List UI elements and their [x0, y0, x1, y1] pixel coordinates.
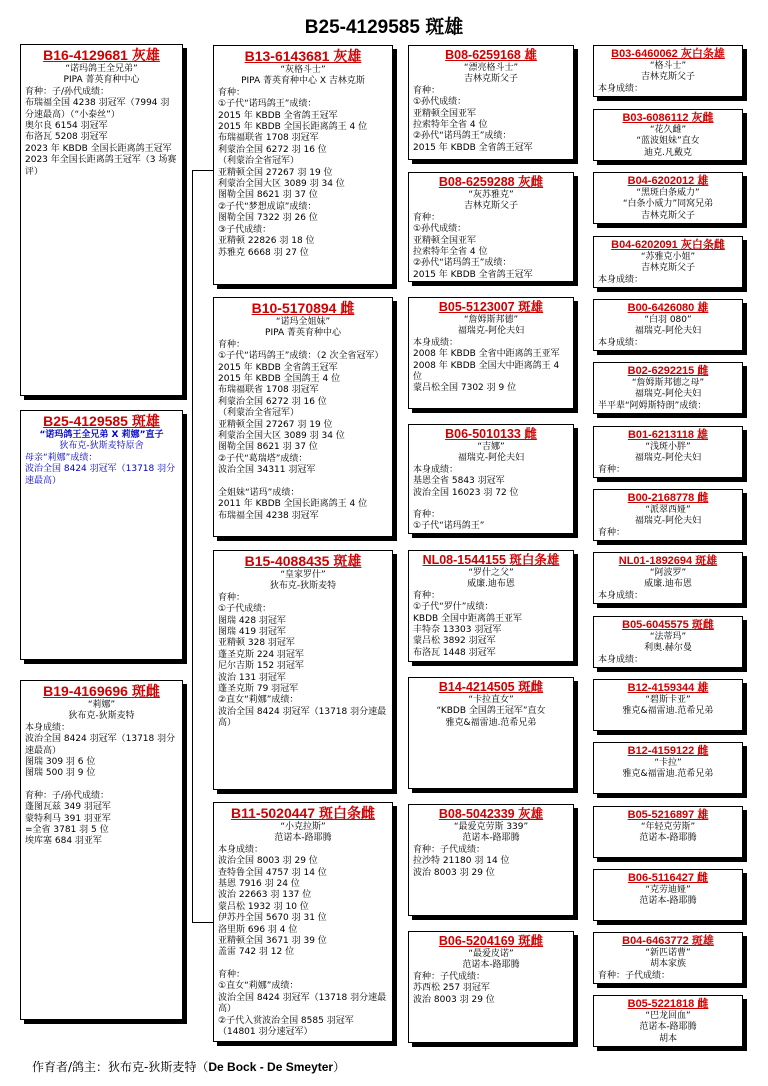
- pedigree-box-mother[interactable]: [20, 680, 183, 1020]
- pigeon-breeder: 雅克&福雷迪.范希兄弟: [622, 769, 714, 780]
- pigeon-name: “罗什之父”: [468, 568, 514, 578]
- pigeon-name: “莉娜”: [87, 700, 116, 710]
- pigeon-info: 2023 年 KBDB 全国长距离鸽王冠军: [25, 143, 172, 154]
- pigeon-info: 拉沙特 21180 羽 14 位: [413, 856, 510, 867]
- pigeon-breeder: 福瑞克-阿伦夫妇: [634, 453, 702, 464]
- pigeon-name: “灰苏雅克”: [468, 190, 514, 200]
- pigeon-breeder: 福瑞克-阿伦夫妇: [634, 326, 702, 337]
- pedigree-box-ff[interactable]: [213, 45, 393, 285]
- pigeon-info: 波治全国 8003 羽 29 位: [218, 856, 318, 867]
- pigeon-info: 2023 年全国长距离鸽王冠军（3 场赛评）: [25, 155, 177, 177]
- pigeon-id: B12-4159344 雄: [627, 682, 709, 694]
- pigeon-info: KBDB 全国中距离鸽王亚军: [413, 613, 523, 624]
- pigeon-info: 本身成绩：: [598, 590, 644, 601]
- spacer: [25, 780, 178, 791]
- pigeon-info: 图勒全国 8621 羽 37 位: [218, 190, 318, 201]
- pigeon-info: 蓬圣克斯 224 羽冠军: [218, 649, 304, 660]
- pigeon-id: B01-6213118 雄: [627, 429, 709, 441]
- pigeon-breeder: 范诺本-路耶腾: [639, 833, 697, 844]
- pigeon-info: 波治全国 8424 羽冠军（13718 羽分速最高）: [218, 706, 387, 729]
- pedigree-box-g4[interactable]: [593, 109, 743, 161]
- pigeon-info: 育种：: [218, 592, 246, 603]
- pigeon-breeder: 吉林克斯父子: [463, 74, 518, 85]
- pigeon-info: 丰特奈 13303 羽冠军: [413, 625, 502, 636]
- pigeon-info: 亚精顿全国 27267 羽 19 位: [218, 419, 333, 430]
- pigeon-info: 亚精顿全国亚军: [413, 235, 477, 246]
- pigeon-info: ①子代“诺玛鸽王”成绩：（2 次全省冠军）: [218, 351, 384, 362]
- pigeon-id: NL01-1892694 斑雄: [618, 555, 718, 567]
- pigeon-name: “阿波罗”: [649, 568, 687, 578]
- pigeon-breeder: “KBDB 全国鸽王冠军”直女: [436, 706, 546, 717]
- pigeon-info: 图瑞 419 羽冠军: [218, 627, 286, 638]
- pigeon-id: B03-6086112 灰雌: [622, 112, 714, 124]
- pigeon-info: 布瑞福联省 1708 羽冠军: [218, 133, 319, 144]
- pigeon-info: 育种：: [413, 510, 441, 521]
- pigeon-info: 育种：: [413, 590, 441, 601]
- pigeon-info: ①孙代成绩：: [413, 224, 467, 235]
- pigeon-breeder: 范诺本-路耶腾: [639, 1022, 697, 1033]
- pigeon-info: 伊苏丹全国 5670 羽 31 位: [218, 913, 327, 924]
- pigeon-id: B06-5116427 雌: [627, 872, 709, 884]
- pigeon-id: B00-6426080 雄: [627, 302, 709, 314]
- pigeon-info: ①子代成绩：: [218, 604, 272, 615]
- pigeon-name: “派翠西娅”: [645, 505, 691, 515]
- pigeon-info: ②直女“莉娜”成绩：: [218, 695, 299, 706]
- pigeon-info: （利蒙治全省冠军）: [218, 408, 300, 419]
- pigeon-id: B05-5123007 斑雄: [438, 300, 544, 314]
- pigeon-info: 波治全国 8424 羽冠军（13718 羽分速最高）: [25, 734, 176, 756]
- pigeon-info: 育种：: [218, 339, 246, 350]
- pigeon-info: ②孙代“诺玛鸽王”成绩：: [413, 258, 512, 269]
- spacer: [413, 499, 569, 510]
- pigeon-info: 本身成绩：: [598, 274, 644, 285]
- pedigree-box-g4[interactable]: [593, 869, 743, 921]
- pedigree-box-g4[interactable]: [593, 426, 743, 478]
- pigeon-info: 育种：: [218, 87, 246, 98]
- pigeon-id: B16-4129681 灰雄: [43, 47, 160, 63]
- pigeon-info: 育种：子/孙代成绩：: [25, 86, 110, 97]
- pigeon-info: 2008 年 KBDB 全国大中距离鸽王 4 位: [413, 360, 560, 383]
- pigeon-info: 图瑞 500 羽 9 位: [25, 768, 96, 779]
- pigeon-breeder: 吉林克斯父子: [640, 72, 695, 83]
- pigeon-info: 2015 年 KBDB 全国长距离鸽王 4 位: [218, 122, 368, 133]
- pigeon-name: “白羽 080”: [644, 315, 692, 325]
- pigeon-info: 迪克.凡戴克: [644, 147, 692, 158]
- pigeon-name: “黑斑白条威力”: [636, 188, 700, 198]
- pigeon-id: B04-6463772 斑雄: [622, 935, 714, 947]
- pigeon-info: 图瑞 309 羽 6 位: [25, 757, 96, 768]
- pigeon-info: 布洛瓦 5208 羽冠军: [25, 132, 108, 143]
- pigeon-info: 尼尔吉斯 152 羽冠军: [218, 661, 304, 672]
- pigeon-name: “格斗士”: [649, 61, 687, 71]
- pigeon-info: 育种：: [413, 212, 441, 223]
- pigeon-info: 育种：: [598, 527, 626, 538]
- pigeon-name: “苏雅克小姐”: [640, 252, 696, 262]
- pigeon-id: B14-4214505 斑雌: [438, 680, 544, 694]
- pigeon-breeder: 雅克&福雷迪.范希兄弟: [622, 706, 714, 717]
- pigeon-info: 育种：子代成绩：: [413, 971, 486, 982]
- pigeon-info: 奥尔良 6154 羽冠军: [25, 121, 108, 132]
- pigeon-info: 2015 年 KBDB 全省鸽王冠军: [413, 269, 533, 280]
- pigeon-breeder: 吉林克斯父子: [463, 201, 518, 212]
- pedigree-box-g4[interactable]: [593, 742, 743, 794]
- pigeon-info: 查特鲁全国 4757 羽 14 位: [218, 867, 327, 878]
- pigeon-id: B05-5216897 雄: [627, 809, 709, 821]
- pigeon-id: B02-6292215 雌: [627, 365, 709, 377]
- pigeon-breeder: 范诺本-路耶腾: [639, 896, 697, 907]
- pedigree-box-g4[interactable]: [593, 489, 743, 541]
- pigeon-info: 波治 22663 羽 137 位: [218, 890, 312, 901]
- pigeon-info: ②子代入赏波治全国 8585 羽冠军: [218, 1015, 354, 1026]
- pigeon-info: 波治全国 8424 羽冠军（13718 羽分速最高）: [25, 464, 176, 486]
- pigeon-info: 波治 131 羽冠军: [218, 672, 286, 683]
- pigeon-name: “诺玛鸽王全兄弟”: [65, 64, 138, 74]
- pigeon-info: 蒙吕松 1932 羽 10 位: [218, 901, 309, 912]
- pigeon-info: 全姐妹“诺玛”成绩：: [218, 487, 300, 498]
- pigeon-info: 本身成绩：: [413, 337, 459, 348]
- pigeon-breeder: 福瑞克-阿伦夫妇: [457, 326, 525, 337]
- pigeon-info: 蒙特利马 391 羽亚军: [25, 813, 111, 824]
- connector-line: [192, 170, 213, 171]
- pedigree-box-g4[interactable]: [593, 616, 743, 668]
- pigeon-info: 拉索特年全省 4 位: [413, 247, 488, 258]
- pigeon-info: ②子代“葛瑞塔”成绩：: [218, 453, 308, 464]
- pigeon-info: 波治全国 34311 羽冠军: [218, 465, 316, 476]
- pedigree-box-g4[interactable]: [593, 299, 743, 351]
- pigeon-id: B19-4169696 斑雌: [43, 683, 160, 699]
- pigeon-breeder: 威廉.迪布恩: [467, 579, 515, 590]
- pigeon-breeder: 狄布克-狄斯麦特: [68, 711, 135, 722]
- pigeon-info: 胡本: [658, 1033, 677, 1044]
- pedigree-box-father[interactable]: [20, 44, 183, 396]
- pigeon-name: “詹姆斯邦德”: [463, 315, 519, 325]
- pigeon-info: 育种：子代成绩：: [413, 844, 486, 855]
- pedigree-box-g4[interactable]: [593, 806, 743, 858]
- pigeon-info: 蓬图瓦兹 349 羽冠军: [25, 802, 111, 813]
- connector-line: [192, 170, 193, 922]
- pigeon-name: “卡拉直女”: [468, 695, 514, 705]
- pigeon-breeder: 福瑞克-阿伦夫妇: [634, 516, 702, 527]
- pigeon-info: 育种：子/孙代成绩：: [25, 790, 110, 801]
- pigeon-info: 利蒙治全国大区 3089 羽 34 位: [218, 179, 345, 190]
- pigeon-info: 本身成绩：: [598, 83, 644, 94]
- pigeon-id: B15-4088435 斑雄: [244, 553, 362, 569]
- pedigree-box-g4[interactable]: [593, 172, 743, 224]
- pigeon-breeder: 胡本家族: [649, 959, 686, 970]
- pigeon-info: 育种：: [218, 969, 246, 980]
- pigeon-id: B05-6045575 斑雌: [622, 619, 714, 631]
- pigeon-info: 利蒙治全国 6272 羽 16 位: [218, 396, 327, 407]
- pigeon-info: 育种：: [413, 85, 441, 96]
- pigeon-id: B08-5042339 灰雄: [438, 807, 544, 821]
- pigeon-name: “漂亮格斗士”: [463, 63, 519, 73]
- pigeon-info: 利蒙治全国大区 3089 羽 34 位: [218, 431, 345, 442]
- pigeon-info: 本身成绩：: [25, 722, 71, 733]
- pigeon-info: 本身成绩：: [598, 654, 644, 665]
- pigeon-name: “最爱克劳斯 339”: [453, 822, 529, 832]
- pigeon-info: 雅克&福雷迪.范希兄弟: [445, 717, 537, 728]
- pigeon-name: “皇家罗什”: [280, 570, 326, 580]
- pigeon-info: 波治全国 16023 羽 72 位: [413, 487, 519, 498]
- pigeon-info: 苏雅克 6668 羽 27 位: [218, 247, 309, 258]
- pigeon-info: （14801 羽分速冠军）: [218, 1026, 313, 1037]
- footer: [32, 1058, 345, 1075]
- pigeon-breeder: PIPA 菁英育种中心: [63, 75, 140, 86]
- footer-name: De Bock - De Smeyter: [208, 1060, 334, 1074]
- pigeon-info: ①子代“诺玛鸽王”: [413, 521, 485, 532]
- pedigree-box-g4[interactable]: [593, 995, 743, 1047]
- pigeon-info: 母亲“莉娜”成绩：: [25, 452, 98, 463]
- pigeon-id: B13-6143681 灰雄: [244, 48, 362, 64]
- pigeon-name: “詹姆斯邦德之母”: [631, 378, 705, 388]
- pigeon-breeder: 利奥.赫尔曼: [644, 643, 692, 654]
- pigeon-info: 蓬圣克斯 79 羽冠军: [218, 684, 299, 695]
- footer-suffix: ）: [333, 1060, 346, 1074]
- pigeon-info: 2011 年 KBDB 全国长距离鸽王 4 位: [218, 499, 368, 510]
- pedigree-box-g3[interactable]: [408, 297, 574, 409]
- pigeon-breeder: 狄布克-狄斯麦特: [269, 581, 337, 592]
- pigeon-info: 亚精顿 328 羽冠军: [218, 638, 295, 649]
- pigeon-id: B05-5221818 雌: [627, 998, 709, 1010]
- pigeon-info: ③子代成绩：: [218, 224, 272, 235]
- pigeon-id: B04-6202091 灰白条雌: [611, 239, 725, 251]
- pigeon-breeder: 范诺本-路耶腾: [462, 833, 520, 844]
- pigeon-breeder: “白条小威力”同窝兄弟: [622, 199, 714, 210]
- pigeon-info: ①子代“诺玛鸽王”成绩：: [218, 99, 317, 110]
- pigeon-info: =全省 3781 羽 5 位: [25, 825, 109, 836]
- pigeon-info: 2015 年 KBDB 全省鸽王冠军: [218, 110, 338, 121]
- pigeon-info: 波治全国 8424 羽冠军（13718 羽分速最高）: [218, 992, 387, 1015]
- pigeon-info: 本身成绩：: [413, 464, 459, 475]
- pigeon-breeder: 吉林克斯父子: [640, 263, 695, 274]
- pigeon-id: B03-6460062 灰白条雄: [611, 48, 725, 60]
- pedigree-box-mf[interactable]: [213, 550, 393, 790]
- pigeon-info: 拉索特年全省 4 位: [413, 120, 488, 131]
- pigeon-info: 布瑞福联省 1708 羽冠军: [218, 385, 319, 396]
- pigeon-info: ②子代“梦想成谅”成绩：: [218, 201, 317, 212]
- pigeon-info: 洛里斯 696 羽 4 位: [218, 924, 298, 935]
- pigeon-breeder: PIPA 菁英育种中心: [265, 328, 341, 339]
- pigeon-breeder: 范诺本-路耶腾: [274, 833, 332, 844]
- pedigree-box-fm[interactable]: [213, 297, 393, 537]
- pedigree-box-g3[interactable]: [408, 45, 574, 160]
- pigeon-name: “诺玛鸽王全兄弟 X 莉娜”直子: [39, 430, 164, 440]
- pigeon-id: B12-4159122 雌: [627, 745, 709, 757]
- pedigree-box-subject[interactable]: [20, 410, 183, 660]
- pigeon-name: “浅斑小胖”: [645, 442, 691, 452]
- pigeon-id: B06-5010133 雌: [445, 427, 537, 441]
- pigeon-id: B11-5020447 斑白条雌: [231, 805, 375, 821]
- pigeon-name: “诺玛全姐妹”: [275, 317, 331, 327]
- pigeon-info: 苏西松 257 羽冠军: [413, 983, 490, 994]
- pigeon-info: 布瑞福全国 4238 羽冠军（7994 羽分速最高）（“小泰丝”）: [25, 98, 170, 120]
- pigeon-info: 亚精顿全国亚军: [413, 108, 477, 119]
- pigeon-info: 基恩全省 5843 羽冠军: [413, 476, 505, 487]
- pigeon-name: “巴龙回血”: [645, 1011, 691, 1021]
- pedigree-box-g4[interactable]: [593, 679, 743, 731]
- pigeon-id: B08-6259288 灰雌: [438, 175, 544, 189]
- pigeon-breeder: 福瑞克-阿伦夫妇: [457, 453, 525, 464]
- pigeon-info: 半平辈“阿姆斯特朗”成绩：: [598, 400, 707, 411]
- pigeon-info: 2015 年 KBDB 全国鸽王 4 位: [218, 374, 341, 385]
- connector-line: [192, 922, 213, 923]
- pigeon-info: 盖雷 742 羽 12 位: [218, 947, 295, 958]
- pedigree-box-mm[interactable]: [213, 802, 393, 1042]
- pigeon-id: B04-6202012 雄: [627, 175, 709, 187]
- pigeon-breeder: “蓝波姐妹”直女: [636, 136, 700, 147]
- pedigree-box-g3[interactable]: [408, 804, 574, 916]
- pigeon-name: “新匹诺曹”: [645, 948, 691, 958]
- pigeon-id: B06-5204169 斑雌: [438, 934, 544, 948]
- pigeon-info: 本身成绩：: [218, 844, 264, 855]
- page-title: B25-4129585 斑雄: [304, 17, 464, 38]
- pedigree-box-g3[interactable]: [408, 677, 574, 789]
- pigeon-info: 图瑞 428 羽冠军: [218, 615, 286, 626]
- pigeon-info: 图勒全国 7322 羽 26 位: [218, 213, 318, 224]
- pigeon-info: 利蒙治全国 6272 羽 16 位: [218, 144, 327, 155]
- pigeon-info: 蒙吕松 3892 羽冠军: [413, 636, 496, 647]
- pigeon-info: 2015 年 KBDB 全省鸽王冠军: [413, 142, 533, 153]
- pedigree-box-g4[interactable]: [593, 932, 743, 984]
- pedigree-box-g3[interactable]: [408, 931, 574, 1043]
- pigeon-info: ①孙代成绩：: [413, 97, 467, 108]
- pigeon-name: “吉娜”: [477, 442, 505, 452]
- pigeon-info: 育种：: [598, 464, 626, 475]
- pigeon-name: “灰格斗士”: [280, 65, 326, 75]
- pigeon-id: B00-2168778 雌: [627, 492, 709, 504]
- pigeon-id: B25-4129585 斑雄: [43, 413, 160, 429]
- pigeon-id: B08-6259168 雄: [445, 48, 537, 62]
- pigeon-info: 蒙吕松全国 7302 羽 9 位: [413, 383, 517, 394]
- pedigree-box-g3[interactable]: [408, 172, 574, 282]
- pigeon-info: 吉林克斯父子: [640, 210, 695, 221]
- pigeon-breeder: 狄布克-狄斯麦特原舍: [59, 441, 144, 452]
- pigeon-info: 埃库塞 684 羽亚军: [25, 836, 102, 847]
- pigeon-info: 2015 年 KBDB 全省鸽王冠军: [218, 362, 338, 373]
- pigeon-name: “碧斯卡亚”: [645, 695, 691, 705]
- pigeon-name: “克劳迪娅”: [645, 885, 691, 895]
- pedigree-box-g4[interactable]: [593, 236, 743, 288]
- spacer: [218, 959, 388, 970]
- pigeon-info: 波治 8003 羽 29 位: [413, 867, 495, 878]
- pigeon-breeder: 范诺本-路耶腾: [462, 960, 520, 971]
- spacer: [218, 477, 388, 488]
- pigeon-id: B10-5170894 雌: [251, 300, 355, 316]
- footer-prefix: 作育者/鸽主：狄布克-狄斯麦特（: [32, 1060, 209, 1074]
- pigeon-info: （利蒙治全省冠军）: [218, 156, 300, 167]
- pigeon-name: “花久雌”: [649, 125, 687, 135]
- pigeon-info: 本身成绩：: [598, 337, 644, 348]
- pigeon-info: 亚精顿全国 27267 羽 19 位: [218, 167, 333, 178]
- pedigree-box-g3[interactable]: [408, 424, 574, 534]
- pigeon-info: ①直女“莉娜”成绩：: [218, 981, 299, 992]
- pedigree-box-g4[interactable]: [593, 45, 743, 97]
- pedigree-box-g4[interactable]: [593, 552, 743, 604]
- pigeon-info: 育种：子代成绩：: [598, 970, 671, 981]
- pigeon-info: ①子代“罗什”成绩：: [413, 602, 494, 613]
- pigeon-info: 波治 8003 羽 29 位: [413, 994, 495, 1005]
- pigeon-info: 布瑞福全国 4238 羽冠军: [218, 510, 319, 521]
- pigeon-breeder: PIPA 菁英育种中心 X 吉林克斯: [241, 76, 365, 87]
- pigeon-info: 基恩 7916 羽 24 位: [218, 879, 300, 890]
- pigeon-info: 2008 年 KBDB 全省中距离鸽王亚军: [413, 349, 560, 360]
- pigeon-info: 图勒全国 8621 羽 37 位: [218, 442, 318, 453]
- pigeon-id: NL08-1544155 斑白条雄: [422, 553, 560, 567]
- pigeon-name: “最爱皮诺”: [468, 949, 514, 959]
- pigeon-info: 亚精顿 22826 羽 18 位: [218, 236, 315, 247]
- pigeon-info: 布洛瓦 1448 羽冠军: [413, 647, 496, 658]
- pigeon-name: “小克拉斯”: [280, 822, 326, 832]
- pedigree-box-g4[interactable]: [593, 362, 743, 414]
- pigeon-name: “年轻克劳斯”: [640, 822, 696, 832]
- pigeon-breeder: 威廉.迪布恩: [644, 579, 692, 590]
- pigeon-breeder: 福瑞克-阿伦夫妇: [634, 389, 702, 400]
- pigeon-info: ②孙代“诺玛鸽王”成绩：: [413, 131, 512, 142]
- pigeon-name: “法蒂玛”: [649, 632, 687, 642]
- pedigree-box-g3[interactable]: [408, 550, 574, 662]
- pigeon-name: “卡拉”: [654, 758, 682, 768]
- pigeon-info: 亚精顿全国 3671 羽 39 位: [218, 936, 327, 947]
